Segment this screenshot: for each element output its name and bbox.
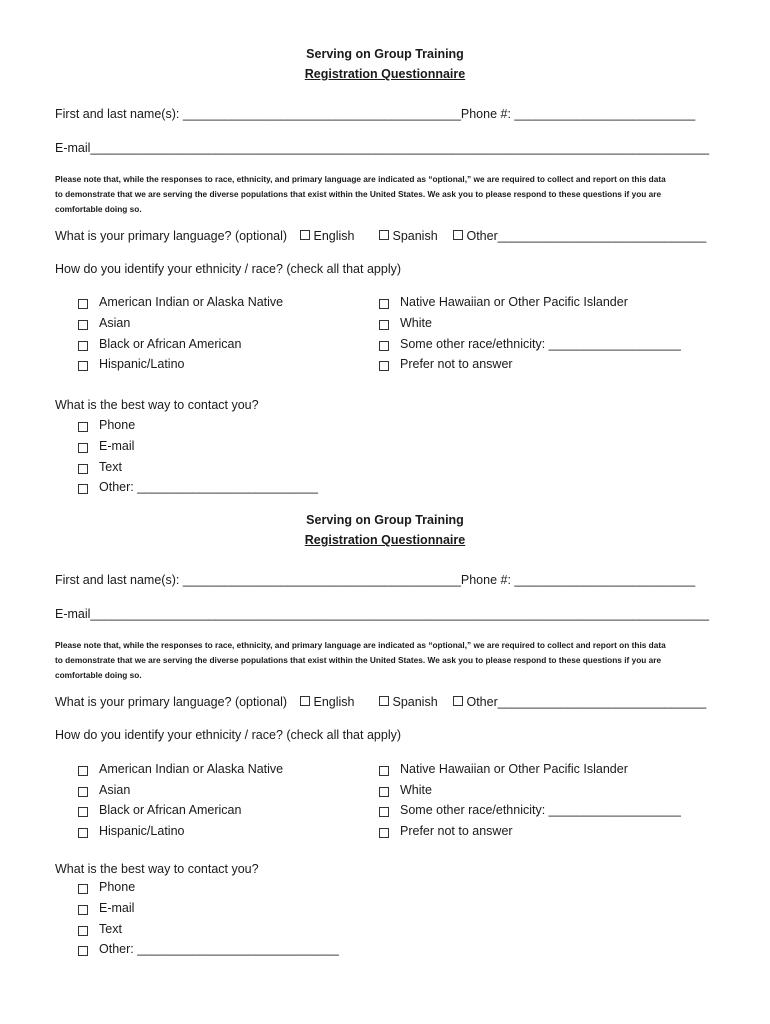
note-line: comfortable doing so. xyxy=(55,670,142,680)
checkbox-icon[interactable] xyxy=(379,361,389,371)
phone-label: Phone #: __________________________ xyxy=(460,573,696,587)
checkbox-icon[interactable] xyxy=(379,766,389,776)
form-subtitle: Registration Questionnaire xyxy=(304,533,466,547)
phone-label: Phone #: __________________________ xyxy=(460,107,696,121)
checkbox-icon[interactable] xyxy=(300,696,310,706)
checkbox-icon[interactable] xyxy=(78,341,88,351)
note-line: Please note that, while the responses to race, ethnicity, and primary language are indicated as “optional,” we are required to collect and report on this data xyxy=(55,174,666,184)
checkbox-icon[interactable] xyxy=(78,443,88,453)
email-field[interactable]: E-mail_________________________________________________________________________________________ xyxy=(55,141,710,155)
checkbox-icon[interactable] xyxy=(379,320,389,330)
checkbox-icon[interactable] xyxy=(78,946,88,956)
checkbox-icon[interactable] xyxy=(78,361,88,371)
form-title: Serving on Group Training xyxy=(306,47,464,61)
option-label: Spanish xyxy=(392,695,438,709)
checkbox-icon[interactable] xyxy=(78,422,88,432)
checkbox-icon[interactable] xyxy=(300,230,310,240)
language-option-other[interactable] xyxy=(453,695,706,709)
registration-form-2: Serving on Group Training Registration Questionnaire First and last name(s): ________________________________________Phone #: __________________________ E-mail_________________________________________________________________________________________ Please note that, while the responses to race, ethnicity, and primary language are indicated as “optional,” we are required to collect and report on this data to demonstrate that we are serving the diverse populations that exist within the United States. We ask you to please respond to these questions if you are comfortable doing so. What is your primary language? (optional) English Spanish Other______________________________ How do you identify your ethnicity / race? (check all that apply) American Indian or Alaska Native Asian Black or African American Hispanic/Latino Native Hawaiian or Other Pacific Islander White Some other race/ethnicity: ___________________ Prefer not to answer What is the best way to contact you? Phone E-mail xyxy=(0,466,770,928)
checkbox-icon[interactable] xyxy=(78,787,88,797)
name-field[interactable] xyxy=(55,573,695,587)
form-subtitle: Registration Questionnaire xyxy=(304,67,466,81)
checkbox-icon[interactable] xyxy=(78,807,88,817)
form-title: Serving on Group Training xyxy=(306,513,464,527)
checkbox-icon[interactable] xyxy=(379,696,389,706)
ethnicity-question: How do you identify your ethnicity / race? (check all that apply) xyxy=(55,262,402,276)
language-option-english[interactable] xyxy=(300,229,354,243)
language-option-spanish[interactable] xyxy=(379,229,438,243)
name-label: First and last name(s): ________________________________________ xyxy=(55,573,461,587)
checkbox-icon[interactable] xyxy=(78,766,88,776)
language-question: What is your primary language? (optional) xyxy=(55,229,288,243)
checkbox-icon[interactable] xyxy=(379,807,389,817)
note-line: Please note that, while the responses to race, ethnicity, and primary language are indicated as “optional,” we are required to collect and report on this data xyxy=(55,640,666,650)
checkbox-icon[interactable] xyxy=(78,299,88,309)
language-option-english[interactable] xyxy=(300,695,354,709)
name-label: First and last name(s): ________________________________________ xyxy=(55,107,461,121)
contact-question: What is the best way to contact you? xyxy=(55,862,259,876)
checkbox-icon[interactable] xyxy=(78,905,88,915)
checkbox-icon[interactable] xyxy=(379,230,389,240)
name-field[interactable] xyxy=(55,107,695,121)
note-line: comfortable doing so. xyxy=(55,204,142,214)
privacy-note xyxy=(55,172,715,217)
checkbox-icon[interactable] xyxy=(379,787,389,797)
language-option-other[interactable] xyxy=(453,229,706,243)
option-label: English xyxy=(313,695,355,709)
registration-form-1: Serving on Group Training Registration Questionnaire First and last name(s): ________________________________________Phone #: __________________________ E-mail_________________________________________________________________________________________ Please note that, while the responses to race, ethnicity, and primary language are indicated as “optional,” we are required to collect and report on this data to demonstrate that we are serving the diverse populations that exist within the United States. We ask you to please respond to these questions if you are comfortable doing so. What is your primary language? (optional) English Spanish Other______________________________ How do you identify your ethnicity / race? (check all that apply) American Indian or Alaska Native Asian Black or African American Hispanic/Latino Native Hawaiian or Other Pacific Islander White Some other race/ethnicity: ___________________ Prefer not to answer What is the best way to contact you? Phone E-mail Text xyxy=(0,0,770,462)
checkbox-icon[interactable] xyxy=(379,828,389,838)
option-label: Other______________________________ xyxy=(466,695,707,709)
checkbox-icon[interactable] xyxy=(379,299,389,309)
language-question: What is your primary language? (optional) xyxy=(55,695,288,709)
note-line: to demonstrate that we are serving the diverse populations that exist within the United States. We ask you to please respond to these questions if you are xyxy=(55,189,662,199)
option-label: Other______________________________ xyxy=(466,229,707,243)
checkbox-icon[interactable] xyxy=(78,926,88,936)
ethnicity-question: How do you identify your ethnicity / race? (check all that apply) xyxy=(55,728,402,742)
email-field[interactable]: E-mail_________________________________________________________________________________________ xyxy=(55,607,710,621)
contact-question: What is the best way to contact you? xyxy=(55,398,259,412)
checkbox-icon[interactable] xyxy=(453,230,463,240)
checkbox-icon[interactable] xyxy=(453,696,463,706)
note-line: to demonstrate that we are serving the diverse populations that exist within the United States. We ask you to please respond to these questions if you are xyxy=(55,655,662,665)
privacy-note xyxy=(55,638,715,683)
checkbox-icon[interactable] xyxy=(78,884,88,894)
checkbox-icon[interactable] xyxy=(78,320,88,330)
checkbox-icon[interactable] xyxy=(379,341,389,351)
checkbox-icon[interactable] xyxy=(78,828,88,838)
option-label: Spanish xyxy=(392,229,438,243)
option-label: English xyxy=(313,229,355,243)
language-option-spanish[interactable] xyxy=(379,695,438,709)
